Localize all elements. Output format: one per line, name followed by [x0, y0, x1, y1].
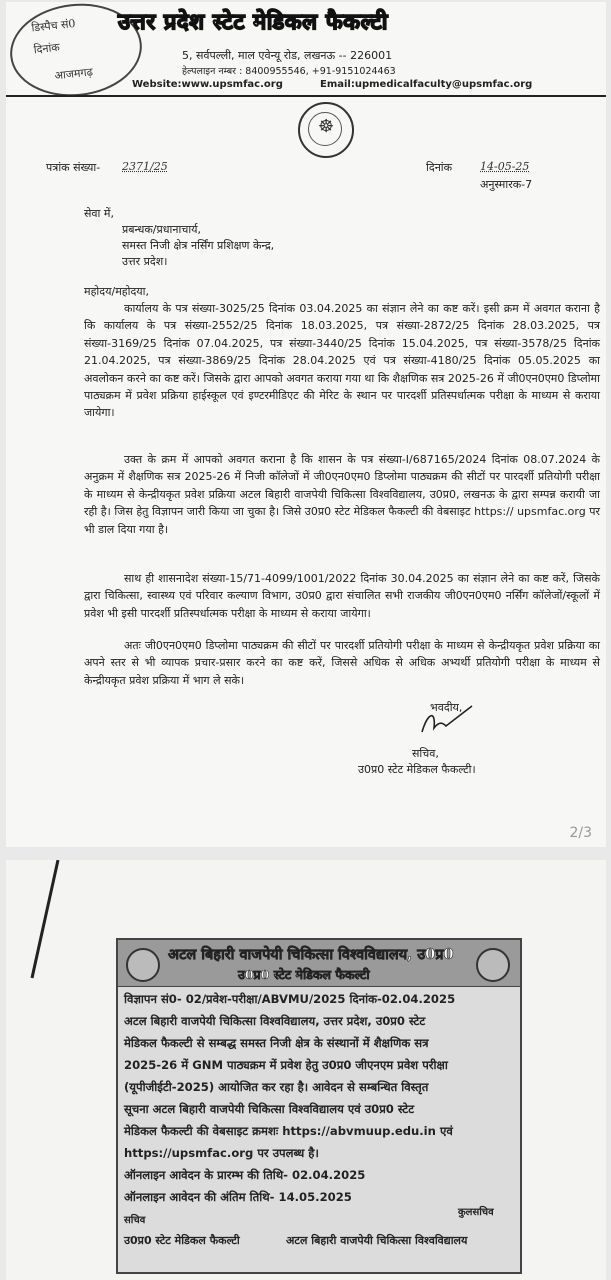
- clipping-line-8: https://upsmfac.org पर उपलब्ध है।: [124, 1146, 319, 1160]
- clipping-sign-left: सचिव: [124, 1215, 146, 1226]
- advertisement-clipping: [116, 938, 522, 1274]
- page-indicator: 2/3: [569, 825, 592, 841]
- paragraph-4: अतः जी0एन0एम0 डिप्लोमा पाठ्यक्रम की सीटों पर पारदर्शी प्रतियोगी परीक्षा के माध्यम से केन्द्रीयकृत प्रवेश प्रक्रिया का अपने स्तर से भी व्यापक प्रचार-प्रसार करने का कष्ट करें, जिससे अधिक से अधिक अभ्यर्थी प्रतियोगी परीक्षा के माध्यम से केन्द्रीयकृत प्रवेश प्रक्रिया में भाग ले सके।: [84, 639, 600, 687]
- to-line: सेवा में,: [84, 207, 114, 220]
- date-label: दिनांक: [426, 161, 453, 174]
- clipping-sign-right: कुलसचिव: [458, 1207, 494, 1218]
- clipping-line-2: अटल बिहारी वाजपेयी चिकित्सा विश्वविद्यालय, उत्तर प्रदेश, उ0प्र0 स्टेट: [124, 1014, 426, 1028]
- faculty-emblem-icon: ☸: [298, 102, 354, 158]
- letterhead-website[interactable]: Website:www.upsmfac.org: [132, 79, 283, 90]
- annexure-label: अनुस्मारक-7: [480, 178, 533, 191]
- clipping-line-4: 2025-26 में GNM पाठ्यक्रम में प्रवेश हेतु उ0प्र0 जीएनएम प्रवेश परीक्षा: [124, 1058, 448, 1072]
- clipping-line-9: ऑनलाइन आवेदन के प्रारम्भ की तिथि- 02.04.2025: [124, 1168, 366, 1182]
- clipping-line-3: मेडिकल फैकल्टी से सम्बद्ध समस्त निजी क्षेत्र के संस्थानों में शैक्षणिक सत्र: [124, 1036, 429, 1050]
- letter-page: [6, 2, 606, 847]
- recipient-line-2: समस्त निजी क्षेत्र नर्सिंग प्रशिक्षण केन्द्र,: [122, 239, 275, 252]
- paper-edge-divider: [28, 860, 68, 980]
- signature-icon: [416, 702, 476, 742]
- clipping-heading-2: उ0प्र0 स्टेट मेडिकल फैकल्टी: [238, 967, 370, 982]
- ref-label: पत्रांक संख्या-: [46, 161, 101, 174]
- letterhead-helpline: हेल्पलाइन नम्बर : 8400955546, +91-9151024463: [182, 66, 396, 77]
- recipient-line-1: प्रबन्धक/प्रधानाचार्य,: [122, 223, 202, 236]
- faculty-logo-icon: [476, 948, 510, 982]
- closing: भवदीय,: [430, 701, 463, 714]
- paragraph-3: साथ ही शासनादेश संख्या-15/71-4099/1001/2022 दिनांक 30.04.2025 का संज्ञान लेने का कष्ट करें, जिसके द्वारा चिकित्सा, स्वास्थ्य एवं परिवार कल्याण विभाग, उ0प्र0 द्वारा संचालित सभी राजकीय जी0एन0एम0 नर्सिंग कॉलेजों/स्कूलों में प्रवेश भी इसी पारदर्शी प्रतिस्पर्धात्मक परीक्षा के माध्यम से कराया जायेगा।: [84, 572, 600, 620]
- clipping-line-1: विज्ञापन सं0- 02/प्रवेश-परीक्षा/ABVMU/2025 दिनांक-02.04.2025: [124, 992, 456, 1006]
- letterhead-divider: [6, 95, 606, 97]
- recipient-line-3: उत्तर प्रदेश।: [122, 255, 168, 268]
- letterhead-address: 5, सर्वपल्ली, माल एवेन्यू रोड, लखनऊ -- 226001: [182, 49, 393, 62]
- clipping-line-10: ऑनलाइन आवेदन की अंतिम तिथि- 14.05.2025: [124, 1190, 352, 1204]
- clipping-page: [6, 860, 606, 1280]
- signatory-title: सचिव,: [412, 747, 439, 760]
- clipping-footer-left: उ0प्र0 स्टेट मेडिकल फैकल्टी: [124, 1234, 240, 1247]
- stamp-line-1: डिस्पैच सं0: [30, 16, 77, 35]
- clipping-line-6: सूचना अटल बिहारी वाजपेयी चिकित्सा विश्वविद्यालय एवं उ0प्र0 स्टेट: [124, 1102, 415, 1116]
- paragraph-1: कार्यालय के पत्र संख्या-3025/25 दिनांक 03.04.2025 का संज्ञान लेने का कष्ट करें। इसी क्रम में अवगत कराना है कि कार्यालय के पत्र संख्या-2552/25 दिनांक 18.03.2025, पत्र संख्या-2872/25 दिनांक 28.03.2025, पत्र संख्या-3169/25 दिनांक 07.04.2025, पत्र संख्या-3440/25 दिनांक 15.04.2025, पत्र संख्या-3578/25 दिनांक 21.04.2025, पत्र संख्या-3869/25 दिनांक 28.04.2025 एवं पत्र संख्या-4180/25 दिनांक 05.05.2025 का अवलोकन करने का कष्ट करें। जिसके द्वारा आपको अवगत कराया गया था कि शैक्षणिक सत्र 2025-26 में जी0एन0एम0 डिप्लोमा पाठ्यक्रम में प्रवेश प्रक्रिया हाईस्कूल एवं इण्टरमीडिएट की मेरिट के स्थान पर पारदर्शी प्रतिस्पर्धात्मक परीक्षा के माध्यम से कराया जायेगा।: [84, 302, 600, 420]
- university-logo-icon: [126, 948, 160, 982]
- clipping-line-7: मेडिकल फैकल्टी की वेबसाइट क्रमशः https://abvmuup.edu.in एवं: [124, 1124, 453, 1138]
- clipping-heading-1: अटल बिहारी वाजपेयी चिकित्सा विश्वविद्यालय, उ0प्र0: [168, 946, 454, 963]
- paragraph-2: उक्त के क्रम में आपको अवगत कराना है कि शासन के पत्र संख्या-I/687165/2024 दिनांक 08.07.2024 के अनुक्रम में शैक्षणिक सत्र 2025-26 में निजी कॉलेजों में जी0एन0एम0 डिप्लोमा पाठ्यक्रम की सीटों पर पारदर्शी प्रतियोगी परीक्षा के माध्यम से केन्द्रीयकृत प्रवेश प्रक्रिया अटल बिहारी वाजपेयी चिकित्सा विश्वविद्यालय, उ0प्र0, लखनऊ के द्वारा सम्पन्न करायी जा रही है। जिस हेतु विज्ञापन जारी किया जा चुका है। जिसे उ0प्र0 स्टेट मेडिकल फैकल्टी की वेबसाइट https:// upsmfac.org पर भी डाल दिया गया है।: [84, 453, 600, 536]
- letterhead-email[interactable]: Email:upmedicalfaculty@upsmfac.org: [320, 79, 533, 90]
- signatory-org: उ0प्र0 स्टेट मेडिकल फैकल्टी।: [358, 763, 476, 776]
- letterhead-title: उत्तर प्रदेश स्टेट मेडिकल फैकल्टी: [118, 9, 388, 35]
- clipping-line-5: (यूपीजीईटी-2025) आयोजित कर रहा है। आवेदन से सम्बन्धित विस्तृत: [124, 1080, 429, 1094]
- stamp-line-2: दिनांक: [33, 40, 61, 57]
- stamp-line-3: आजमगढ़: [53, 65, 94, 83]
- clipping-header: [118, 940, 520, 987]
- clipping-footer-right: अटल बिहारी वाजपेयी चिकित्सा विश्वविद्यालय: [286, 1234, 468, 1247]
- greeting: महोदय/महोदया,: [84, 285, 150, 298]
- ref-number: 2371/25: [122, 160, 168, 173]
- date-value: 14-05-25: [480, 160, 530, 173]
